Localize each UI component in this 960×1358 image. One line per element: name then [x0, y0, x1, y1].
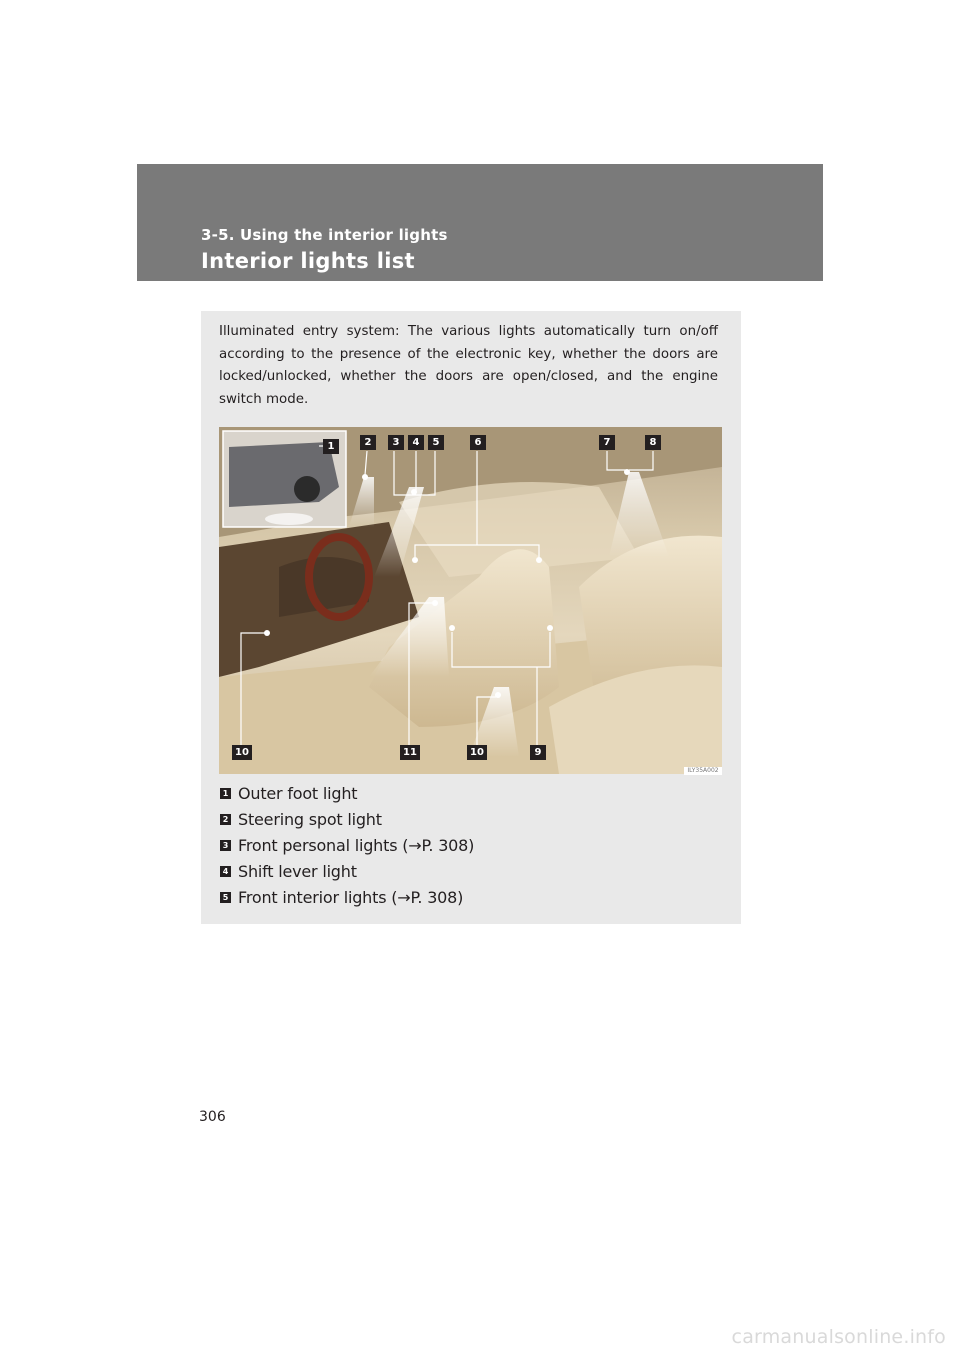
legend-item [220, 884, 474, 910]
legend-number: 3 [220, 840, 231, 851]
legend-number: 5 [220, 892, 231, 903]
callout-badge: 8 [645, 435, 661, 450]
legend-text: Front personal lights (→P. 308) [238, 835, 475, 855]
legend-item [220, 781, 474, 807]
legend-item [220, 858, 474, 884]
callout-badge: 11 [400, 745, 420, 760]
callout-badge: 3 [388, 435, 404, 450]
page-number: 306 [199, 1109, 226, 1125]
legend-text: Shift lever light [238, 861, 357, 881]
car-interior-illustration [219, 427, 722, 774]
interior-lights-figure [219, 427, 722, 774]
section-label: 3-5. Using the interior lights [201, 226, 448, 244]
intro-paragraph: Illuminated entry system: The various lights automatically turn on/off according to the presence of the electronic key, whether the doors are locked/unlocked, whether the doors are open/closed, and the engine switch mode. [219, 324, 718, 407]
legend-list [220, 781, 474, 910]
legend-text: Outer foot light [238, 784, 358, 804]
figure-code: ILY35A002 [684, 767, 722, 775]
callout-badge: 6 [470, 435, 486, 450]
legend-item [220, 833, 474, 859]
legend-number: 2 [220, 814, 231, 825]
legend-item [220, 807, 474, 833]
legend-number: 4 [220, 866, 231, 877]
watermark: carmanualsonline.info [731, 1326, 946, 1348]
callout-badge: 2 [360, 435, 376, 450]
callout-badge: 9 [530, 745, 546, 760]
legend-text: Front interior lights (→P. 308) [238, 887, 464, 907]
callout-badge: 10 [467, 745, 487, 760]
callout-badge: 10 [232, 745, 252, 760]
legend-number: 1 [220, 788, 231, 799]
page-title: Interior lights list [201, 249, 415, 273]
callout-badge: 5 [428, 435, 444, 450]
legend-text: Steering spot light [238, 810, 382, 830]
callout-badge: 1 [323, 439, 339, 454]
callout-badge: 4 [408, 435, 424, 450]
callout-badge: 7 [599, 435, 615, 450]
